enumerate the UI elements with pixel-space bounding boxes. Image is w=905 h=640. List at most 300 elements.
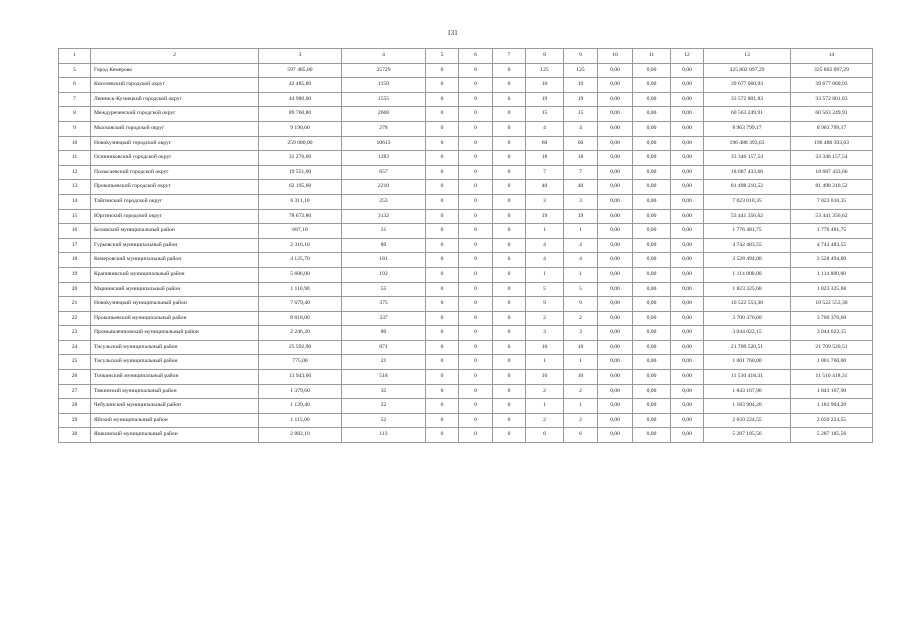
table-cell: 10 — [564, 370, 598, 385]
table-cell: 0,00 — [633, 428, 671, 443]
table-row — [59, 151, 873, 166]
table-cell: 22 — [342, 399, 426, 414]
table-cell: 0 — [459, 165, 493, 180]
table-cell: 0,00 — [633, 107, 671, 122]
municipality-name-cell: Кемеровский муниципальный район — [91, 253, 259, 268]
table-cell: 0,00 — [598, 413, 633, 428]
table-cell: 0 — [459, 267, 493, 282]
table-cell: 0 — [459, 209, 493, 224]
table-cell: 0 — [459, 107, 493, 122]
table-cell: 0 — [459, 384, 493, 399]
table-cell: 3132 — [342, 209, 426, 224]
table-cell: 11 510 418,31 — [791, 370, 873, 385]
column-header-12: 12 — [671, 49, 704, 64]
municipality-name-cell: Киселевский городской округ — [91, 78, 259, 93]
table-cell: 9 190,60 — [259, 121, 342, 136]
table-cell: 52 — [342, 413, 426, 428]
table-cell: 518 — [342, 370, 426, 385]
table-cell: 31 276,60 — [259, 151, 342, 166]
table-cell: 0,00 — [671, 370, 704, 385]
table-cell: 3 — [526, 326, 564, 341]
table-cell: 0,00 — [598, 92, 633, 107]
table-cell: 0,00 — [671, 121, 704, 136]
table-cell: 0 — [426, 413, 459, 428]
table-cell: 0,00 — [598, 180, 633, 195]
table-cell: 25 592,90 — [259, 340, 342, 355]
table-cell: 0 — [426, 78, 459, 93]
municipality-name-cell: Юргинский городской округ — [91, 209, 259, 224]
table-cell: 196 488 393,63 — [791, 136, 873, 151]
table-cell: 0 — [459, 370, 493, 385]
table-cell: 0,00 — [598, 136, 633, 151]
table-cell: 196 488 393,63 — [704, 136, 791, 151]
table-cell: 40 — [526, 180, 564, 195]
table-cell: 0,00 — [633, 311, 671, 326]
table-cell: 0,00 — [633, 326, 671, 341]
table-cell: 10 522 553,30 — [704, 297, 791, 312]
table-cell: 0 — [493, 63, 526, 78]
column-header-9: 9 — [564, 49, 598, 64]
table-cell: 22 — [59, 311, 91, 326]
table-cell: 0 — [426, 370, 459, 385]
table-cell: 2 650 224,55 — [704, 413, 791, 428]
table-cell: 15 — [526, 107, 564, 122]
table-cell: 0 — [459, 92, 493, 107]
table-cell: 80 — [342, 326, 426, 341]
municipality-name-cell: Промышленновский муниципальный район — [91, 326, 259, 341]
table-cell: 0,00 — [633, 297, 671, 312]
table-cell: 0,00 — [633, 63, 671, 78]
table-cell: 21 709 520,51 — [704, 340, 791, 355]
table-cell: 0,00 — [598, 63, 633, 78]
page-number: 131 — [447, 29, 458, 37]
table-row — [59, 267, 873, 282]
municipality-name-cell: Междуреченский городской округ — [91, 107, 259, 122]
table-cell: 0 — [426, 267, 459, 282]
table-cell: 17 — [59, 238, 91, 253]
table-cell: 10 — [59, 136, 91, 151]
table-cell: 7 — [526, 165, 564, 180]
table-cell: 0 — [493, 297, 526, 312]
table-cell: 0 — [493, 78, 526, 93]
table-cell: 0 — [426, 209, 459, 224]
table-cell: 18 — [526, 151, 564, 166]
table-cell: 4 125,70 — [259, 253, 342, 268]
table-cell: 39 677 060,93 — [791, 78, 873, 93]
table-cell: 0 — [426, 253, 459, 268]
table-cell: 4 — [564, 253, 598, 268]
table-body — [59, 63, 873, 442]
table-cell: 80 — [342, 238, 426, 253]
table-cell: 5 287 185,56 — [791, 428, 873, 443]
table-cell: 0 — [426, 151, 459, 166]
table-cell: 20 — [59, 282, 91, 297]
municipality-name-cell: Тяжинский муниципальный район — [91, 384, 259, 399]
table-cell: 0 — [493, 151, 526, 166]
table-cell: 3 — [526, 194, 564, 209]
table-cell: 0,00 — [598, 370, 633, 385]
table-cell: 19 — [526, 209, 564, 224]
table-cell: 687,10 — [259, 224, 342, 239]
table-cell: 0 — [493, 326, 526, 341]
table-cell: 8 — [59, 107, 91, 122]
table-cell: 0,00 — [598, 209, 633, 224]
table-cell: 18 687 433,66 — [704, 165, 791, 180]
table-cell: 7 — [564, 165, 598, 180]
table-cell: 0 — [493, 180, 526, 195]
table-cell: 1 — [564, 399, 598, 414]
table-cell: 33 346 157,54 — [704, 151, 791, 166]
table-cell: 192 — [342, 267, 426, 282]
municipality-name-cell: Беловский муниципальный район — [91, 224, 259, 239]
table-cell: 0 — [493, 399, 526, 414]
table-cell: 78 672,80 — [259, 209, 342, 224]
table-row — [59, 107, 873, 122]
table-cell: 0 — [493, 311, 526, 326]
table-cell: 10 — [564, 340, 598, 355]
table-cell: 1 379,60 — [259, 384, 342, 399]
table-cell: 2 — [526, 413, 564, 428]
table-cell: 0 — [426, 238, 459, 253]
table-cell: 278 — [342, 121, 426, 136]
table-row — [59, 194, 873, 209]
table-cell: 25729 — [342, 63, 426, 78]
municipality-name-cell: Новокузнецкий муниципальный район — [91, 297, 259, 312]
table-cell: 0,00 — [633, 224, 671, 239]
table-row — [59, 311, 873, 326]
table-cell: 1555 — [342, 92, 426, 107]
table-cell: 0,00 — [671, 194, 704, 209]
table-cell: 125 — [564, 63, 598, 78]
table-cell: 1 776 481,75 — [791, 224, 873, 239]
municipality-name-cell: Гурьевский муниципальный район — [91, 238, 259, 253]
table-cell: 0 — [493, 92, 526, 107]
table-row — [59, 340, 873, 355]
table-cell: 0,00 — [671, 165, 704, 180]
table-cell: 10 — [526, 78, 564, 93]
table-cell: 0 — [459, 311, 493, 326]
table-row — [59, 63, 873, 78]
table-cell: 0 — [493, 136, 526, 151]
table-cell: 0 — [426, 136, 459, 151]
table-cell: 4 — [526, 253, 564, 268]
table-cell: 1 001 760,00 — [791, 355, 873, 370]
table-cell: 0,00 — [633, 180, 671, 195]
table-cell: 29 — [59, 413, 91, 428]
table-cell: 1159 — [342, 78, 426, 93]
table-cell: 0,00 — [633, 413, 671, 428]
table-cell: 871 — [342, 340, 426, 355]
table-cell: 7 679,40 — [259, 297, 342, 312]
table-cell: 2668 — [342, 107, 426, 122]
table-cell: 53 441 356,62 — [704, 209, 791, 224]
table-row — [59, 209, 873, 224]
table-cell: 0 — [493, 267, 526, 282]
table-cell: 12 — [59, 165, 91, 180]
table-row — [59, 326, 873, 341]
table-cell: 60 — [564, 136, 598, 151]
table-cell: 0,00 — [671, 267, 704, 282]
table-cell: 0,00 — [671, 180, 704, 195]
table-cell: 0 — [459, 355, 493, 370]
table-cell: 0,00 — [598, 326, 633, 341]
table-cell: 3 044 022,15 — [791, 326, 873, 341]
table-row — [59, 78, 873, 93]
table-cell: 11 510 418,31 — [704, 370, 791, 385]
table-cell: 337 — [342, 311, 426, 326]
municipality-name-cell: Яшкинский муниципальный район — [91, 428, 259, 443]
table-cell: 0 — [493, 428, 526, 443]
table-cell: 1 114 800,00 — [704, 267, 791, 282]
column-header-13: 13 — [704, 49, 791, 64]
table-cell: 0,00 — [671, 399, 704, 414]
table-cell: 0 — [426, 384, 459, 399]
table-cell: 0,00 — [633, 267, 671, 282]
table-cell: 10 — [526, 370, 564, 385]
table-cell: 1 — [526, 267, 564, 282]
table-cell: 44 980,00 — [259, 92, 342, 107]
column-header-8: 8 — [526, 49, 564, 64]
table-cell: 0 — [493, 370, 526, 385]
table-cell: 1 114 800,00 — [791, 267, 873, 282]
table-cell: 0,00 — [671, 107, 704, 122]
table-row — [59, 180, 873, 195]
table-cell: 0 — [426, 107, 459, 122]
table-cell: 4 — [526, 121, 564, 136]
table-cell: 0 — [493, 282, 526, 297]
table-cell: 0 — [493, 165, 526, 180]
table-cell: 0 — [493, 340, 526, 355]
municipality-name-cell: Мариинский муниципальный район — [91, 282, 259, 297]
table-cell: 33 572 801,83 — [791, 92, 873, 107]
table-cell: 0,00 — [633, 165, 671, 180]
table-cell: 0 — [459, 428, 493, 443]
table-cell: 19 — [564, 92, 598, 107]
table-cell: 0 — [459, 297, 493, 312]
table-cell: 0,00 — [598, 121, 633, 136]
table-cell: 2 650 224,55 — [791, 413, 873, 428]
table-cell: 325 802 097,29 — [791, 63, 873, 78]
table-cell: 9 — [526, 297, 564, 312]
table-cell: 33 346 157,54 — [791, 151, 873, 166]
table-cell: 253 — [342, 194, 426, 209]
table-cell: 0,00 — [633, 209, 671, 224]
table-cell: 1 — [564, 224, 598, 239]
table-cell: 125 — [526, 63, 564, 78]
table-cell: 11 — [59, 151, 91, 166]
table-cell: 1 843 167,90 — [704, 384, 791, 399]
table-cell: 1 776 481,75 — [704, 224, 791, 239]
table-cell: 18 — [59, 253, 91, 268]
column-header-6: 6 — [459, 49, 493, 64]
table-cell: 0 — [459, 253, 493, 268]
table-cell: 0,00 — [633, 399, 671, 414]
municipality-name-cell: Крапивинский муниципальный район — [91, 267, 259, 282]
table-cell: 0 — [426, 355, 459, 370]
table-row — [59, 282, 873, 297]
table-cell: 27 — [59, 384, 91, 399]
table-cell: 0 — [426, 165, 459, 180]
table-cell: 3 044 022,15 — [704, 326, 791, 341]
column-header-14: 14 — [791, 49, 873, 64]
table-cell: 3 528 494,00 — [791, 253, 873, 268]
table-cell: 39 677 060,93 — [704, 78, 791, 93]
table-cell: 5 — [526, 282, 564, 297]
table-cell: 4 — [564, 121, 598, 136]
table-cell: 1 183 904,20 — [704, 399, 791, 414]
table-cell: 0,00 — [633, 355, 671, 370]
table-cell: 2 — [526, 384, 564, 399]
table-cell: 1 — [526, 355, 564, 370]
table-cell: 0,00 — [671, 311, 704, 326]
column-header-4: 4 — [342, 49, 426, 64]
column-header-7: 7 — [493, 49, 526, 64]
table-cell: 0,00 — [598, 107, 633, 122]
table-cell: 7 — [59, 92, 91, 107]
data-table — [58, 48, 873, 443]
column-header-10: 10 — [598, 49, 633, 64]
municipality-name-cell: Тисульский муниципальный район — [91, 340, 259, 355]
table-cell: 81 498 210,52 — [791, 180, 873, 195]
table-cell: 0,00 — [633, 238, 671, 253]
table-cell: 1 843 167,90 — [791, 384, 873, 399]
table-cell: 2210 — [342, 180, 426, 195]
table-cell: 0,00 — [671, 238, 704, 253]
table-cell: 0 — [493, 238, 526, 253]
table-row — [59, 355, 873, 370]
table-cell: 6 311,10 — [259, 194, 342, 209]
table-cell: 0 — [459, 282, 493, 297]
table-cell: 1 183 904,20 — [791, 399, 873, 414]
table-cell: 0 — [493, 224, 526, 239]
table-cell: 10613 — [342, 136, 426, 151]
table-cell: 30 — [59, 428, 91, 443]
table-cell: 1 115,00 — [259, 413, 342, 428]
table-cell: 0,00 — [671, 224, 704, 239]
table-cell: 23 — [59, 326, 91, 341]
table-cell: 0 — [459, 340, 493, 355]
column-header-1: 1 — [59, 49, 91, 64]
table-cell: 0 — [459, 238, 493, 253]
table-cell: 0,00 — [598, 340, 633, 355]
table-cell: 18 687 433,66 — [791, 165, 873, 180]
table-cell: 0 — [493, 121, 526, 136]
municipality-name-cell: Город Кемерово — [91, 63, 259, 78]
table-cell: 0 — [426, 92, 459, 107]
table-cell: 0,00 — [671, 253, 704, 268]
table-cell: 0,00 — [598, 282, 633, 297]
table-cell: 13 — [59, 180, 91, 195]
table-cell: 0 — [459, 63, 493, 78]
table-row — [59, 92, 873, 107]
table-cell: 0,00 — [633, 384, 671, 399]
table-cell: 5 — [59, 63, 91, 78]
table-cell: 0,00 — [671, 78, 704, 93]
table-cell: 15 — [564, 107, 598, 122]
table-cell: 3 700 370,60 — [704, 311, 791, 326]
table-cell: 9 — [564, 297, 598, 312]
table-header-row — [59, 49, 873, 64]
table-row — [59, 224, 873, 239]
table-row — [59, 121, 873, 136]
table-cell: 21 — [59, 297, 91, 312]
table-cell: 0,00 — [633, 370, 671, 385]
municipality-name-cell: Прокопьевский муниципальный район — [91, 311, 259, 326]
table-cell: 0 — [459, 194, 493, 209]
table-cell: 19 — [526, 92, 564, 107]
table-cell: 25 — [59, 355, 91, 370]
table-cell: 42 485,80 — [259, 78, 342, 93]
table-cell: 375 — [342, 297, 426, 312]
table-cell: 4 742 483,55 — [791, 238, 873, 253]
table-cell: 60 563 249,91 — [791, 107, 873, 122]
municipality-name-cell: Ленинск-Кузнецкий городской округ — [91, 92, 259, 107]
table-cell: 0,00 — [633, 78, 671, 93]
table-cell: 19 551,00 — [259, 165, 342, 180]
table-cell: 0 — [426, 326, 459, 341]
table-cell: 15 — [59, 209, 91, 224]
table-cell: 81 498 210,52 — [704, 180, 791, 195]
table-cell: 89 760,80 — [259, 107, 342, 122]
table-row — [59, 399, 873, 414]
table-cell: 0 — [493, 209, 526, 224]
table-cell: 1 129,40 — [259, 399, 342, 414]
table-cell: 7 023 010,35 — [704, 194, 791, 209]
table-cell: 775,00 — [259, 355, 342, 370]
table-cell: 0 — [493, 253, 526, 268]
table-cell: 1283 — [342, 151, 426, 166]
table-cell: 0,00 — [671, 428, 704, 443]
table-cell: 0 — [426, 63, 459, 78]
table-cell: 2 — [564, 384, 598, 399]
table-cell: 0,00 — [671, 384, 704, 399]
table-cell: 5 287 185,56 — [704, 428, 791, 443]
table-cell: 16 — [59, 224, 91, 239]
table-cell: 0 — [493, 413, 526, 428]
table-cell: 8 963 799,17 — [704, 121, 791, 136]
table-cell: 0,00 — [671, 151, 704, 166]
table-cell: 0,00 — [671, 340, 704, 355]
municipality-name-cell: Осинниковский городской округ — [91, 151, 259, 166]
table-cell: 0 — [493, 384, 526, 399]
table-cell: 0 — [426, 282, 459, 297]
table-cell: 2 882,10 — [259, 428, 342, 443]
table-cell: 0 — [426, 121, 459, 136]
table-cell: 0,00 — [671, 209, 704, 224]
table-row — [59, 384, 873, 399]
table-cell: 0,00 — [598, 355, 633, 370]
table-cell: 0,00 — [633, 136, 671, 151]
table-cell: 0 — [493, 194, 526, 209]
table-cell: 10 522 553,30 — [791, 297, 873, 312]
table-cell: 0 — [459, 413, 493, 428]
table-cell: 0 — [426, 399, 459, 414]
table-row — [59, 238, 873, 253]
table-cell: 0,00 — [671, 63, 704, 78]
table-cell: 1 — [564, 355, 598, 370]
table-cell: 0 — [459, 224, 493, 239]
column-header-2: 2 — [91, 49, 259, 64]
table-cell: 1 — [526, 399, 564, 414]
table-cell: 2 — [564, 413, 598, 428]
table-cell: 60 — [526, 136, 564, 151]
table-cell: 0,00 — [598, 224, 633, 239]
table-cell: 0,00 — [598, 297, 633, 312]
table-cell: 3 528 494,00 — [704, 253, 791, 268]
table-cell: 0 — [459, 136, 493, 151]
table-cell: 26 — [59, 370, 91, 385]
table-cell: 0,00 — [598, 267, 633, 282]
